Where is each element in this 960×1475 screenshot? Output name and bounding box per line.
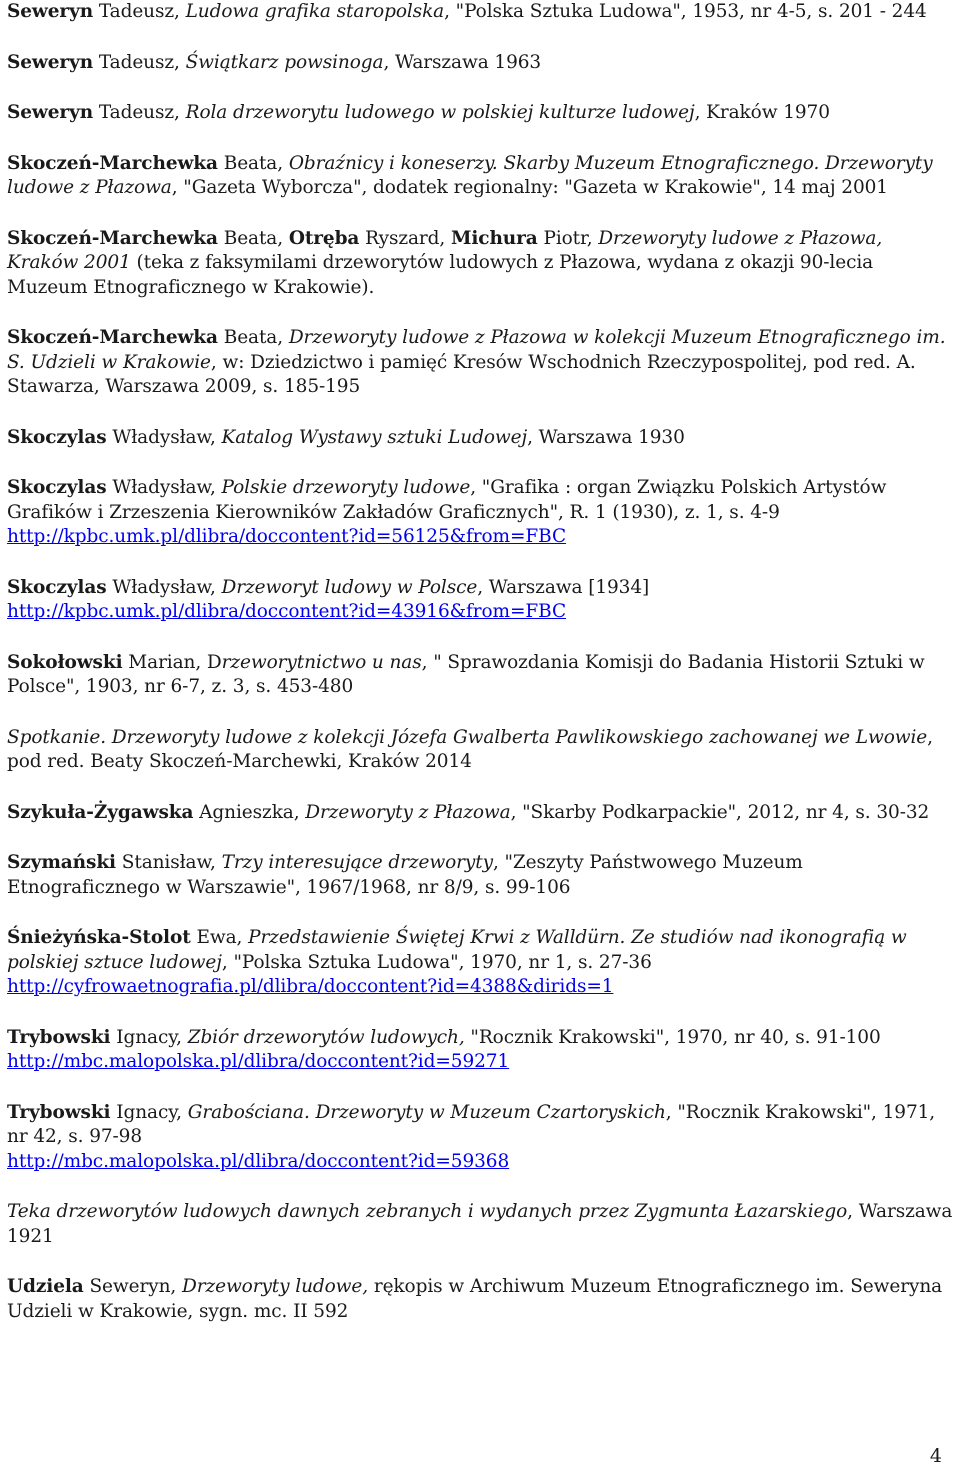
bibliography-entry [7,576,953,625]
entry-details: rękopis w Archiwum Muzeum Etnograficznego im. Seweryna Udzieli w Krakowie, sygn. mc. II 592 [7,1276,943,1322]
entry-details: , Kraków 1970 [694,102,830,123]
bibliography-entry [7,152,953,201]
entry-author: Skoczeń-Marchewka [7,227,218,249]
bibliography-entry [7,101,953,126]
entry-author-rest: Seweryn, [83,1276,182,1297]
entry-author-rest: Władysław, [106,477,222,498]
entry-author: Szymański [7,852,116,873]
entry-details: , w: Dziedzictwo i pamięć Kresów Wschodnich Rzeczypospolitej, pod red. A. Stawarza, Warszawa 2009, s. 185-195 [7,351,916,397]
entry-author: Skoczeń-Marchewka [7,327,218,348]
entry-link[interactable]: http://kpbc.umk.pl/dlibra/doccontent?id=43916&from=FBC [7,601,567,622]
entry-details: (teka z faksymilami drzeworytów ludowych z Płazowa, wydana z okazji 90-lecia Muzeum Etnograficznego w Krakowie). [7,252,874,298]
bibliography-entry [7,1200,953,1249]
entry-details: , "Grafika : organ Związku Polskich Artystów Grafików i Zrzeszenia Kierowników Zakładów Graficznych", R. 1 (1930), z. 1, s. 4-9 [7,477,887,523]
entry-details: , Warszawa 1930 [527,426,685,448]
entry-author: Trybowski [7,1026,111,1048]
entry-author: Skoczylas [7,477,107,498]
entry-link[interactable]: http://kpbc.umk.pl/dlibra/doccontent?id=56125&from=FBC [7,526,567,547]
bibliography-entry [7,726,953,775]
entry-author-rest: Ignacy, [110,1026,188,1048]
entry-details: , Warszawa [1934] [477,576,650,598]
entry-author-rest: Beata, [217,227,289,249]
entry-author-rest: Stanisław, [116,852,222,873]
entry-details: , "Polska Sztuka Ludowa", 1953, nr 4-5, s. 201 - 244 [444,1,927,22]
entry-link[interactable]: http://cyfrowaetnografia.pl/dlibra/doccontent?id=4388&dirids=1 [7,976,614,997]
bibliography-entry [7,926,953,1000]
entry-details: , pod red. Beaty Skoczeń-Marchewki, Kraków 2014 [7,726,933,772]
entry-author: Skoczylas [7,426,107,448]
entry-details: , Warszawa 1963 [383,51,542,73]
entry-title: Obraźnicy i koneserzy. Skarby Muzeum Etnograficznego. Drzeworyty ludowe z Płazowa [7,152,933,198]
entry-author-rest: Tadeusz, [93,102,186,123]
bibliography-entry [7,851,953,900]
entry-title: Grabościana. Drzeworyty w Muzeum Czartoryskich [187,1101,666,1123]
entry-author-rest: Ignacy, [110,1101,188,1123]
entry-details: , Warszawa 1921 [7,1201,953,1247]
bibliography-entry [7,326,953,400]
entry-author: Sokołowski [7,651,123,673]
entry-title: Zbiór drzeworytów ludowych, [187,1026,465,1048]
entry-link[interactable]: http://mbc.malopolska.pl/dlibra/doccontent?id=59271 [7,1051,510,1072]
bibliography-entry [7,1026,953,1075]
entry-author-rest: Agnieszka, [193,801,306,823]
bibliography [7,0,953,1350]
entry-author: Śnieżyńska-Stolot [7,927,191,948]
entry-details: , "Polska Sztuka Ludowa", 1970, nr 1, s. 27-36 [221,951,652,973]
entry-title: Polskie drzeworyty ludowe [221,477,471,498]
entry-details: , "Skarby Podkarpackie", 2012, nr 4, s. 30-32 [510,801,930,823]
entry-author: Skoczylas [7,576,107,598]
entry-details: , "Zeszyty Państwowego Muzeum Etnograficznego w Warszawie", 1967/1968, nr 8/9, s. 99-106 [7,852,803,898]
entry-title: Przedstawienie Świętej Krwi z Walldürn. Ze studiów nad ikonografią w polskiej sztuce ludowej [7,927,907,973]
entry-details: , "Rocznik Krakowski", 1971, nr 42, s. 97-98 [7,1101,936,1147]
entry-author: Seweryn [7,1,94,22]
page-number: 4 [929,1445,942,1467]
entry-details: , " Sprawozdania Komisji do Badania Historii Sztuki w Polsce", 1903, nr 6-7, z. 3, s. 453-480 [7,651,925,697]
entry-title: Drzeworyt ludowy w Polsce [221,576,478,598]
entry-coauthor: Michura [450,227,538,249]
entry-coauthor-rest: Piotr, [537,227,599,249]
entry-author-rest: Tadeusz, [93,51,186,73]
bibliography-entry [7,227,953,301]
entry-title: Drzeworyty ludowe, [181,1276,369,1297]
entry-author-rest: Władysław, [106,576,222,598]
entry-title: Katalog Wystawy sztuki Ludowej [221,426,528,448]
entry-link[interactable]: http://mbc.malopolska.pl/dlibra/doccontent?id=59368 [7,1150,510,1172]
entry-author-rest: Beata, [217,152,289,174]
entry-author: Seweryn [7,51,94,73]
bibliography-entry [7,801,953,826]
entry-title: Drzeworyty ludowe z Płazowa, Kraków 2001 [7,227,883,273]
entry-title: Świątkarz powsinoga [185,51,384,73]
entry-author-rest: Tadeusz, [93,1,186,22]
entry-title: Drzeworyty ludowe z Płazowa w kolekcji Muzeum Etnograficznego im. S. Udzieli w Krakowie [7,327,946,373]
entry-title: Rola drzeworytu ludowego w polskiej kulturze ludowej [185,102,695,123]
bibliography-entry [7,1275,953,1324]
entry-details: , "Gazeta Wyborcza", dodatek regionalny: "Gazeta w Krakowie", 14 maj 2001 [171,177,888,198]
entry-author-rest: Ewa, [190,927,249,948]
entry-title: Trzy interesujące drzeworyty [221,852,493,873]
entry-title: Drzeworyty z Płazowa [305,801,511,823]
entry-coauthor-rest: Ryszard, [359,227,451,249]
entry-author: Skoczeń-Marchewka [7,152,218,174]
entry-coauthor: Otręba [288,227,360,249]
entry-author: Seweryn [7,102,94,123]
entry-author-rest: Beata, [217,327,289,348]
bibliography-entry [7,651,953,700]
entry-author: Szykuła-Żygawska [7,801,194,823]
entry-title: Teka drzeworytów ludowych dawnych zebranych i wydanych przez Zygmunta Łazarskiego [7,1201,848,1222]
entry-title: rzeworytnictwo u nas [221,651,422,673]
entry-author-rest: Władysław, [106,426,222,448]
entry-title: Ludowa grafika staropolska [185,1,445,22]
bibliography-entry [7,51,953,76]
entry-title: Spotkanie. Drzeworyty ludowe z kolekcji Józefa Gwalberta Pawlikowskiego zachowanej we Lwowie [7,726,928,748]
bibliography-entry [7,426,953,451]
entry-details: "Rocznik Krakowski", 1970, nr 40, s. 91-100 [464,1026,881,1048]
bibliography-entry [7,1101,953,1175]
bibliography-entry [7,0,953,25]
entry-author-rest: Marian, D [122,651,222,673]
entry-author: Udziela [7,1276,84,1297]
entry-author: Trybowski [7,1101,111,1123]
bibliography-entry [7,476,953,550]
